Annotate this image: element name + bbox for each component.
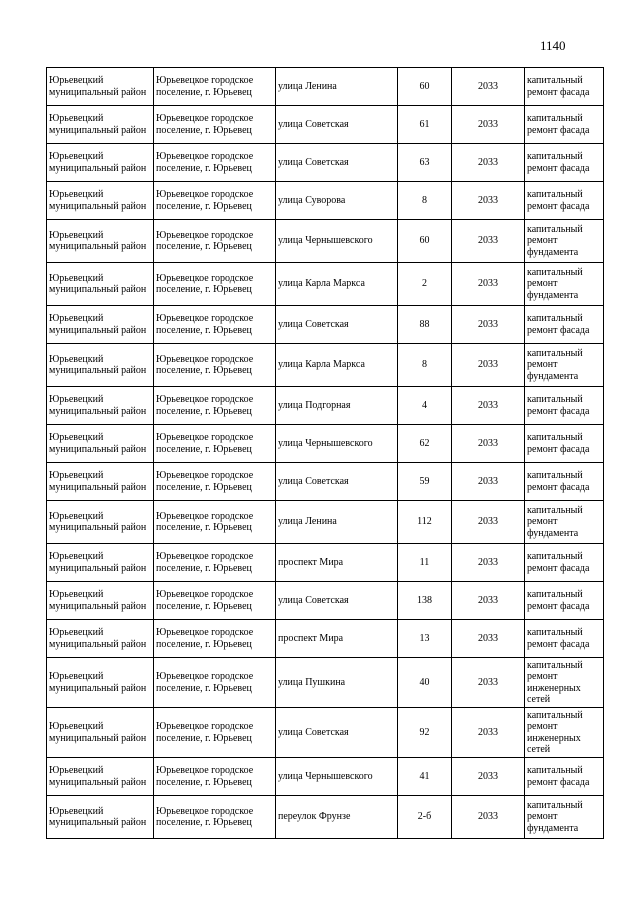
house-number-cell: 40 <box>398 658 452 708</box>
district-cell: Юрьевецкий муниципальный район <box>47 425 154 463</box>
table-row <box>47 106 604 144</box>
district-cell: Юрьевецкий муниципальный район <box>47 463 154 501</box>
year-cell: 2033 <box>452 182 525 220</box>
year-cell: 2033 <box>452 501 525 544</box>
house-number-cell: 112 <box>398 501 452 544</box>
district-cell: Юрьевецкий муниципальный район <box>47 220 154 263</box>
district-cell: Юрьевецкий муниципальный район <box>47 263 154 306</box>
settlement-cell: Юрьевецкое городское поселение, г. Юрьевец <box>154 68 276 106</box>
district-cell: Юрьевецкий муниципальный район <box>47 68 154 106</box>
settlement-cell: Юрьевецкое городское поселение, г. Юрьевец <box>154 263 276 306</box>
house-number-cell: 11 <box>398 544 452 582</box>
street-cell: улица Пушкина <box>276 658 398 708</box>
settlement-cell: Юрьевецкое городское поселение, г. Юрьевец <box>154 544 276 582</box>
year-cell: 2033 <box>452 263 525 306</box>
work-type-cell: капитальный ремонт инженерных сетей <box>525 708 604 758</box>
year-cell: 2033 <box>452 425 525 463</box>
year-cell: 2033 <box>452 658 525 708</box>
work-type-cell: капитальный ремонт фасада <box>525 758 604 796</box>
street-cell: улица Карла Маркса <box>276 263 398 306</box>
street-cell: улица Советская <box>276 306 398 344</box>
work-type-cell: капитальный ремонт фундамента <box>525 796 604 839</box>
year-cell: 2033 <box>452 463 525 501</box>
street-cell: улица Чернышевского <box>276 758 398 796</box>
year-cell: 2033 <box>452 582 525 620</box>
year-cell: 2033 <box>452 144 525 182</box>
house-number-cell: 61 <box>398 106 452 144</box>
street-cell: улица Советская <box>276 582 398 620</box>
work-type-cell: капитальный ремонт фасада <box>525 387 604 425</box>
work-type-cell: капитальный ремонт фундамента <box>525 263 604 306</box>
house-number-cell: 2-б <box>398 796 452 839</box>
settlement-cell: Юрьевецкое городское поселение, г. Юрьевец <box>154 344 276 387</box>
street-cell: улица Советская <box>276 106 398 144</box>
table-row <box>47 796 604 839</box>
district-cell: Юрьевецкий муниципальный район <box>47 387 154 425</box>
table-row <box>47 144 604 182</box>
table-row <box>47 658 604 708</box>
settlement-cell: Юрьевецкое городское поселение, г. Юрьевец <box>154 306 276 344</box>
settlement-cell: Юрьевецкое городское поселение, г. Юрьевец <box>154 758 276 796</box>
street-cell: проспект Мира <box>276 620 398 658</box>
work-type-cell: капитальный ремонт фасада <box>525 425 604 463</box>
table-row <box>47 425 604 463</box>
year-cell: 2033 <box>452 344 525 387</box>
house-number-cell: 63 <box>398 144 452 182</box>
settlement-cell: Юрьевецкое городское поселение, г. Юрьевец <box>154 182 276 220</box>
district-cell: Юрьевецкий муниципальный район <box>47 658 154 708</box>
table-row <box>47 582 604 620</box>
settlement-cell: Юрьевецкое городское поселение, г. Юрьевец <box>154 220 276 263</box>
district-cell: Юрьевецкий муниципальный район <box>47 708 154 758</box>
table-row <box>47 220 604 263</box>
house-number-cell: 59 <box>398 463 452 501</box>
settlement-cell: Юрьевецкое городское поселение, г. Юрьевец <box>154 387 276 425</box>
street-cell: улица Ленина <box>276 68 398 106</box>
house-number-cell: 8 <box>398 182 452 220</box>
district-cell: Юрьевецкий муниципальный район <box>47 796 154 839</box>
settlement-cell: Юрьевецкое городское поселение, г. Юрьевец <box>154 582 276 620</box>
district-cell: Юрьевецкий муниципальный район <box>47 306 154 344</box>
house-number-cell: 138 <box>398 582 452 620</box>
table-row <box>47 708 604 758</box>
street-cell: переулок Фрунзе <box>276 796 398 839</box>
year-cell: 2033 <box>452 306 525 344</box>
year-cell: 2033 <box>452 544 525 582</box>
district-cell: Юрьевецкий муниципальный район <box>47 344 154 387</box>
house-number-cell: 60 <box>398 68 452 106</box>
street-cell: улица Чернышевского <box>276 220 398 263</box>
house-number-cell: 2 <box>398 263 452 306</box>
page-number: 1140 <box>540 38 566 53</box>
street-cell: улица Советская <box>276 144 398 182</box>
work-type-cell: капитальный ремонт фасада <box>525 306 604 344</box>
house-number-cell: 8 <box>398 344 452 387</box>
district-cell: Юрьевецкий муниципальный район <box>47 501 154 544</box>
table-row <box>47 263 604 306</box>
year-cell: 2033 <box>452 106 525 144</box>
year-cell: 2033 <box>452 387 525 425</box>
year-cell: 2033 <box>452 796 525 839</box>
work-type-cell: капитальный ремонт фундамента <box>525 220 604 263</box>
street-cell: улица Подгорная <box>276 387 398 425</box>
house-number-cell: 41 <box>398 758 452 796</box>
table-row <box>47 463 604 501</box>
work-type-cell: капитальный ремонт фасада <box>525 106 604 144</box>
table-row <box>47 306 604 344</box>
table-row <box>47 758 604 796</box>
work-type-cell: капитальный ремонт фасада <box>525 544 604 582</box>
street-cell: проспект Мира <box>276 544 398 582</box>
table-row <box>47 182 604 220</box>
work-type-cell: капитальный ремонт фасада <box>525 144 604 182</box>
settlement-cell: Юрьевецкое городское поселение, г. Юрьевец <box>154 501 276 544</box>
street-cell: улица Суворова <box>276 182 398 220</box>
table-row <box>47 387 604 425</box>
street-cell: улица Чернышевского <box>276 425 398 463</box>
work-type-cell: капитальный ремонт фундамента <box>525 344 604 387</box>
settlement-cell: Юрьевецкое городское поселение, г. Юрьевец <box>154 106 276 144</box>
year-cell: 2033 <box>452 220 525 263</box>
house-number-cell: 62 <box>398 425 452 463</box>
district-cell: Юрьевецкий муниципальный район <box>47 620 154 658</box>
table-row <box>47 544 604 582</box>
work-type-cell: капитальный ремонт фасада <box>525 463 604 501</box>
year-cell: 2033 <box>452 758 525 796</box>
district-cell: Юрьевецкий муниципальный район <box>47 182 154 220</box>
work-type-cell: капитальный ремонт фундамента <box>525 501 604 544</box>
year-cell: 2033 <box>452 708 525 758</box>
street-cell: улица Советская <box>276 463 398 501</box>
year-cell: 2033 <box>452 620 525 658</box>
repair-schedule-table <box>46 67 604 839</box>
settlement-cell: Юрьевецкое городское поселение, г. Юрьевец <box>154 708 276 758</box>
house-number-cell: 60 <box>398 220 452 263</box>
year-cell: 2033 <box>452 68 525 106</box>
house-number-cell: 92 <box>398 708 452 758</box>
work-type-cell: капитальный ремонт фасада <box>525 582 604 620</box>
work-type-cell: капитальный ремонт фасада <box>525 620 604 658</box>
table-row <box>47 620 604 658</box>
district-cell: Юрьевецкий муниципальный район <box>47 144 154 182</box>
table-row <box>47 68 604 106</box>
district-cell: Юрьевецкий муниципальный район <box>47 758 154 796</box>
street-cell: улица Карла Маркса <box>276 344 398 387</box>
settlement-cell: Юрьевецкое городское поселение, г. Юрьевец <box>154 144 276 182</box>
table-body <box>47 68 604 839</box>
street-cell: улица Ленина <box>276 501 398 544</box>
table-row <box>47 344 604 387</box>
house-number-cell: 13 <box>398 620 452 658</box>
district-cell: Юрьевецкий муниципальный район <box>47 106 154 144</box>
work-type-cell: капитальный ремонт фасада <box>525 182 604 220</box>
work-type-cell: капитальный ремонт инженерных сетей <box>525 658 604 708</box>
district-cell: Юрьевецкий муниципальный район <box>47 582 154 620</box>
settlement-cell: Юрьевецкое городское поселение, г. Юрьевец <box>154 425 276 463</box>
settlement-cell: Юрьевецкое городское поселение, г. Юрьевец <box>154 796 276 839</box>
street-cell: улица Советская <box>276 708 398 758</box>
settlement-cell: Юрьевецкое городское поселение, г. Юрьевец <box>154 620 276 658</box>
district-cell: Юрьевецкий муниципальный район <box>47 544 154 582</box>
settlement-cell: Юрьевецкое городское поселение, г. Юрьевец <box>154 658 276 708</box>
settlement-cell: Юрьевецкое городское поселение, г. Юрьевец <box>154 463 276 501</box>
house-number-cell: 4 <box>398 387 452 425</box>
house-number-cell: 88 <box>398 306 452 344</box>
table-row <box>47 501 604 544</box>
work-type-cell: капитальный ремонт фасада <box>525 68 604 106</box>
